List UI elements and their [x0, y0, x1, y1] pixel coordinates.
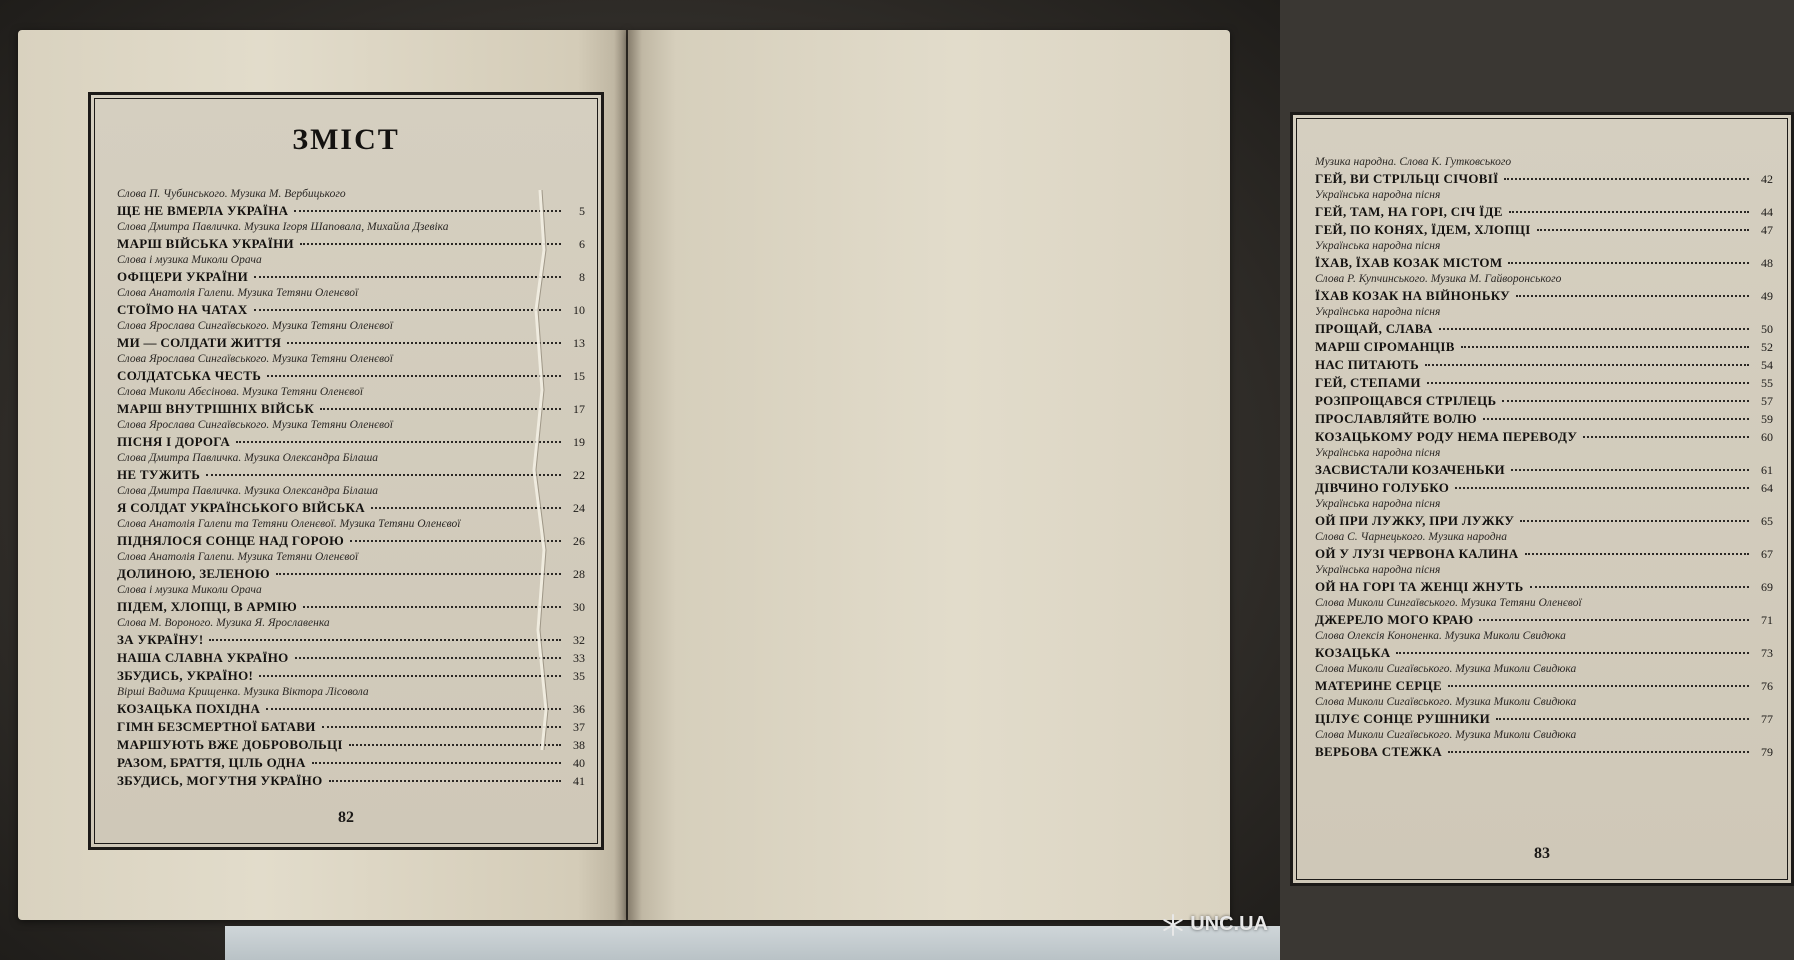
toc-page-number: 79 [1761, 745, 1773, 759]
toc-page-number: 60 [1761, 430, 1773, 444]
song-title: МАРШ ВІЙСЬКА УКРАЇНИ [117, 236, 294, 251]
dot-leader [209, 639, 561, 641]
song-title: НАША СЛАВНА УКРАЇНО [117, 650, 289, 665]
toc-entry [1315, 743, 1773, 761]
dot-leader [1448, 685, 1749, 687]
dot-leader [1508, 262, 1749, 264]
song-credit: Слова Миколи Сигаївського. Музика Миколи Свидюка [1315, 663, 1577, 675]
song-title: ДОЛИНОЮ, ЗЕЛЕНОЮ [117, 566, 270, 581]
toc-page-number: 48 [1761, 256, 1773, 270]
song-title: ПІДНЯЛОСЯ СОНЦЕ НАД ГОРОЮ [117, 533, 345, 548]
song-title: ГІМН БЕЗСМЕРТНОЇ БАТАВИ [117, 719, 316, 734]
song-credit: Слова Ярослава Сингаївського. Музика Тетяни Оленєвої [117, 353, 393, 365]
toc-entry [117, 631, 585, 649]
song-credit: Слова Миколи Сингаївського. Музика Тетяни Оленєвої [1315, 597, 1582, 609]
song-credit: Слова Р. Купчинського. Музика М. Гайворонського [1315, 273, 1562, 285]
dot-leader [287, 342, 561, 344]
toc-entry [117, 772, 585, 790]
song-title: РОЗПРОЩАВСЯ СТРІЛЕЦЬ [1315, 393, 1497, 408]
dot-leader [1511, 469, 1749, 471]
page-number-left: 82 [338, 809, 354, 826]
left-toc-list [117, 187, 585, 790]
toc-entry [1315, 320, 1773, 338]
dot-leader [1425, 364, 1749, 366]
song-title: ДІВЧИНО ГОЛУБКО [1315, 480, 1450, 495]
dot-leader [320, 408, 561, 410]
song-title: КОЗАЦЬКА [1315, 645, 1391, 660]
toc-entry [1315, 611, 1773, 629]
toc-entry [1315, 479, 1773, 497]
dot-leader [312, 762, 561, 764]
song-credit: Українська народна пісня [1315, 240, 1441, 252]
watermark [1162, 913, 1268, 936]
song-credit: Слова Олексія Кононенка. Музика Миколи Свидюка [1315, 630, 1566, 642]
song-title: ПРОСЛАВЛЯЙТЕ ВОЛЮ [1315, 411, 1477, 426]
toc-entry [1315, 374, 1773, 392]
toc-entry [1315, 254, 1773, 272]
page-number-right: 83 [1534, 845, 1550, 862]
dot-leader [303, 606, 561, 608]
song-credit: Українська народна пісня [1315, 564, 1441, 576]
dot-leader [1504, 178, 1749, 180]
song-title: ЩЕ НЕ ВМЕРЛА УКРАЇНА [117, 203, 289, 218]
dot-leader [266, 708, 561, 710]
song-title: КОЗАЦЬКОМУ РОДУ НЕМА ПЕРЕВОДУ [1315, 429, 1578, 444]
song-title: МАТЕРИНЕ СЕРЦЕ [1315, 678, 1442, 693]
song-credit: Слова Анатолія Галепи. Музика Тетяни Оленєвої [117, 287, 359, 299]
song-credit: Слова С. Чарнецького. Музика народна [1315, 531, 1507, 543]
dot-leader [329, 780, 562, 782]
toc-page-number: 76 [1761, 679, 1773, 693]
toc-entry [117, 334, 585, 352]
toc-page-number: 40 [573, 756, 585, 770]
toc-entry [117, 235, 585, 253]
book-spine [614, 30, 642, 920]
song-credit: Українська народна пісня [1315, 447, 1441, 459]
toc-page-number: 47 [1761, 223, 1773, 237]
toc-page-number: 54 [1761, 358, 1773, 372]
toc-page-number: 8 [579, 270, 585, 284]
song-title: НЕ ТУЖИТЬ [117, 467, 201, 482]
page-tear-crease [526, 190, 556, 750]
toc-page-number: 30 [573, 600, 585, 614]
song-title: ОЙ НА ГОРІ ТА ЖЕНЦІ ЖНУТЬ [1315, 579, 1524, 594]
toc-entry [117, 400, 585, 418]
song-credit: Слова М. Вороного. Музика Я. Ярославенка [117, 617, 330, 629]
song-credit: Слова і музика Миколи Орача [117, 584, 262, 596]
song-title: ЗА УКРАЇНУ! [117, 632, 204, 647]
toc-page-number: 33 [573, 651, 585, 665]
right-page-frame [1290, 112, 1794, 886]
watermark-text: UNC.UA [1190, 913, 1268, 935]
toc-entry [117, 202, 585, 220]
ruler [225, 926, 1280, 960]
song-title: КОЗАЦЬКА ПОХІДНА [117, 701, 261, 716]
toc-page-number: 52 [1761, 340, 1773, 354]
song-title: ГЕЙ, СТЕПАМИ [1315, 375, 1421, 390]
toc-entry [117, 754, 585, 772]
toc-entry [117, 736, 585, 754]
toc-page-number: 67 [1761, 547, 1773, 561]
dot-leader [1516, 295, 1749, 297]
song-title: МИ — СОЛДАТИ ЖИТТЯ [117, 335, 282, 350]
toc-entry [1315, 392, 1773, 410]
toc-entry [1315, 545, 1773, 563]
dot-leader [1461, 346, 1749, 348]
song-credit: Музика народна. Слова К. Гутковського [1315, 156, 1512, 168]
toc-page-number: 38 [573, 738, 585, 752]
song-title: СТОЇМО НА ЧАТАХ [117, 302, 248, 317]
song-title: МАРШ ВНУТРІШНІХ ВІЙСЬК [117, 401, 315, 416]
song-title: ЇХАВ КОЗАК НА ВІЙНОНЬКУ [1315, 288, 1511, 303]
left-page [18, 30, 626, 920]
toc-entry [1315, 356, 1773, 374]
toc-entry [1315, 578, 1773, 596]
song-credit: Слова Ярослава Сингаївського. Музика Тетяни Оленєвої [117, 320, 393, 332]
dot-leader [254, 276, 561, 278]
toc-entry [117, 433, 585, 451]
song-title: ЗБУДИСЬ, МОГУТНЯ УКРАЇНО [117, 773, 323, 788]
toc-page-number: 49 [1761, 289, 1773, 303]
song-title: МАРШУЮТЬ ВЖЕ ДОБРОВОЛЬЦІ [117, 737, 343, 752]
song-credit: Слова Миколи Сигаївського. Музика Миколи Свидюка [1315, 696, 1577, 708]
dot-leader [254, 309, 561, 311]
open-book [18, 30, 1773, 920]
song-title: ПРОЩАЙ, СЛАВА [1315, 321, 1433, 336]
song-title: НАС ПИТАЮТЬ [1315, 357, 1420, 372]
toc-entry [1315, 410, 1773, 428]
dot-leader [1502, 400, 1749, 402]
toc-page-number: 5 [579, 204, 585, 218]
song-title: ЗАСВИСТАЛИ КОЗАЧЕНЬКИ [1315, 462, 1505, 477]
toc-entry [117, 700, 585, 718]
right-toc-list [1315, 155, 1773, 761]
dot-leader [1530, 586, 1749, 588]
dot-leader [259, 675, 561, 677]
dot-leader [300, 243, 561, 245]
snowflake-icon [1162, 914, 1184, 936]
toc-entry [1315, 644, 1773, 662]
toc-page-number: 6 [579, 237, 585, 251]
toc-page-number: 13 [573, 336, 585, 350]
contents-title: ЗМІСТ [292, 123, 400, 156]
toc-page-number: 77 [1761, 712, 1773, 726]
toc-page-number: 10 [573, 303, 585, 317]
toc-entry [1315, 338, 1773, 356]
toc-entry [117, 532, 585, 550]
song-title: ГЕЙ, ТАМ, НА ГОРІ, СІЧ ЇДЕ [1315, 204, 1503, 219]
toc-entry [117, 499, 585, 517]
toc-page-number: 15 [573, 369, 585, 383]
dot-leader [1439, 328, 1749, 330]
toc-entry [117, 268, 585, 286]
toc-entry [117, 667, 585, 685]
toc-page-number: 37 [573, 720, 585, 734]
dot-leader [276, 573, 561, 575]
song-title: РАЗОМ, БРАТТЯ, ЦІЛЬ ОДНА [117, 755, 306, 770]
toc-entry [117, 367, 585, 385]
song-credit: Слова Ярослава Сингаївського. Музика Тетяни Оленєвої [117, 419, 393, 431]
dot-leader [294, 210, 561, 212]
dot-leader [1520, 520, 1749, 522]
dot-leader [1448, 751, 1749, 753]
dot-leader [236, 441, 561, 443]
toc-page-number: 64 [1761, 481, 1773, 495]
song-title: ЗБУДИСЬ, УКРАЇНО! [117, 668, 254, 683]
song-title: ОЙ У ЛУЗІ ЧЕРВОНА КАЛИНА [1315, 546, 1519, 561]
toc-entry [117, 466, 585, 484]
toc-page-number: 44 [1761, 205, 1773, 219]
song-title: ЇХАВ, ЇХАВ КОЗАК МІСТОМ [1315, 255, 1503, 270]
song-credit: Слова Анатолія Галепи та Тетяни Оленєвої. Музика Тетяни Оленєвої [117, 518, 461, 530]
song-credit: Слова Миколи Абєсінова. Музика Тетяни Оленєвої [117, 386, 364, 398]
toc-page-number: 57 [1761, 394, 1773, 408]
song-credit: Слова Дмитра Павличка. Музика Ігоря Шаповала, Михайла Дзевіка [117, 221, 449, 233]
song-credit: Вірші Вадима Крищенка. Музика Віктора Лісовола [117, 686, 369, 698]
dot-leader [1537, 229, 1749, 231]
toc-page-number: 61 [1761, 463, 1773, 477]
song-title: ГЕЙ, ПО КОНЯХ, ЇДЕМ, ХЛОПЦІ [1315, 222, 1531, 237]
song-title: ОЙ ПРИ ЛУЖКУ, ПРИ ЛУЖКУ [1315, 513, 1515, 528]
dot-leader [1479, 619, 1749, 621]
song-credit: Слова і музика Миколи Орача [117, 254, 262, 266]
toc-entry [117, 301, 585, 319]
toc-entry [1315, 512, 1773, 530]
toc-page-number: 36 [573, 702, 585, 716]
toc-entry [117, 565, 585, 583]
toc-page-number: 71 [1761, 613, 1773, 627]
dot-leader [267, 375, 561, 377]
song-title: ПІСНЯ І ДОРОГА [117, 434, 231, 449]
song-title: ПІДЕМ, ХЛОПЦІ, В АРМІЮ [117, 599, 298, 614]
song-credit: Українська народна пісня [1315, 498, 1441, 510]
dot-leader [1509, 211, 1749, 213]
toc-page-number: 35 [573, 669, 585, 683]
dot-leader [295, 657, 561, 659]
toc-page-number: 41 [573, 774, 585, 788]
toc-page-number: 55 [1761, 376, 1773, 390]
dot-leader [1427, 382, 1749, 384]
right-page [628, 30, 1773, 920]
toc-entry [1315, 710, 1773, 728]
toc-page-number: 42 [1761, 172, 1773, 186]
toc-entry [1315, 461, 1773, 479]
toc-page-number: 28 [573, 567, 585, 581]
toc-entry [1315, 170, 1773, 188]
song-title: ЦІЛУЄ СОНЦЕ РУШНИКИ [1315, 711, 1491, 726]
dot-leader [1525, 553, 1750, 555]
toc-page-number: 65 [1761, 514, 1773, 528]
song-credit: Українська народна пісня [1315, 189, 1441, 201]
toc-page-number: 59 [1761, 412, 1773, 426]
song-title: ДЖЕРЕЛО МОГО КРАЮ [1315, 612, 1474, 627]
toc-entry [1315, 221, 1773, 239]
toc-page-number: 26 [573, 534, 585, 548]
song-title: ГЕЙ, ВИ СТРІЛЬЦІ СІЧОВІЇ [1315, 171, 1499, 186]
song-credit: Слова Дмитра Павличка. Музика Олександра Білаша [117, 485, 378, 497]
toc-entry [117, 649, 585, 667]
dot-leader [1455, 487, 1749, 489]
toc-page-number: 17 [573, 402, 585, 416]
toc-page-number: 50 [1761, 322, 1773, 336]
song-credit: Слова Миколи Сигаївського. Музика Миколи Свидюка [1315, 729, 1577, 741]
song-title: ОФІЦЕРИ УКРАЇНИ [117, 269, 248, 284]
dot-leader [206, 474, 561, 476]
dot-leader [1483, 418, 1749, 420]
toc-entry [117, 598, 585, 616]
toc-entry [1315, 428, 1773, 446]
toc-page-number: 24 [573, 501, 585, 515]
song-credit: Слова Анатолія Галепи. Музика Тетяни Оленєвої [117, 551, 359, 563]
song-title: МАРШ СІРОМАНЦІВ [1315, 339, 1455, 354]
song-credit: Слова П. Чубинського. Музика М. Вербицького [117, 188, 346, 200]
song-title: ВЕРБОВА СТЕЖКА [1315, 744, 1442, 759]
toc-entry [117, 718, 585, 736]
toc-page-number: 22 [573, 468, 585, 482]
toc-page-number: 19 [573, 435, 585, 449]
toc-entry [1315, 677, 1773, 695]
toc-page-number: 69 [1761, 580, 1773, 594]
toc-page-number: 32 [573, 633, 585, 647]
song-credit: Українська народна пісня [1315, 306, 1441, 318]
toc-entry [1315, 287, 1773, 305]
dot-leader [1583, 436, 1749, 438]
song-title: Я СОЛДАТ УКРАЇНСЬКОГО ВІЙСЬКА [117, 500, 365, 515]
song-title: СОЛДАТСЬКА ЧЕСТЬ [117, 368, 262, 383]
dot-leader [1396, 652, 1749, 654]
toc-entry [1315, 203, 1773, 221]
dot-leader [1496, 718, 1749, 720]
song-credit: Слова Дмитра Павличка. Музика Олександра Білаша [117, 452, 378, 464]
toc-page-number: 73 [1761, 646, 1773, 660]
